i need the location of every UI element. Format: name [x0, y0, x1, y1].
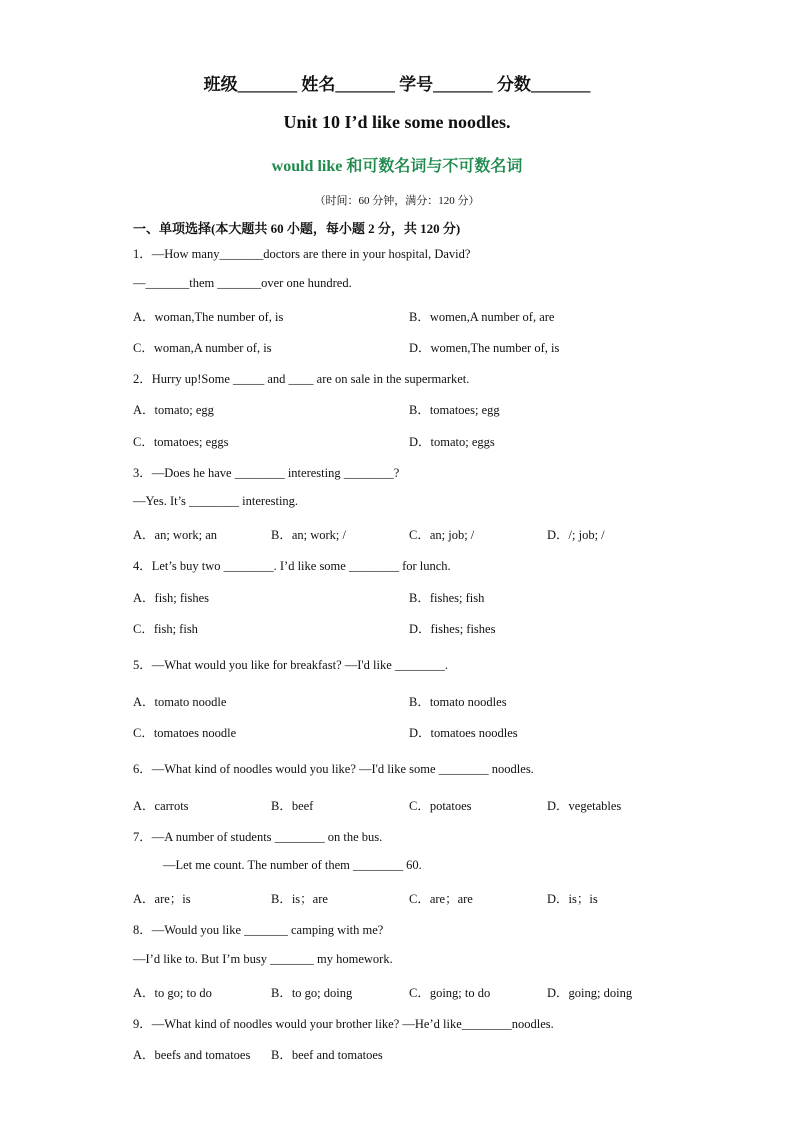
option-c: C．potatoes	[409, 799, 472, 813]
page-subtitle: would like 和可数名词与不可数名词	[271, 158, 523, 175]
question-stem: 3．—Does he have ________ interesting ________?	[133, 466, 400, 480]
option-d: D．is；is	[547, 892, 598, 906]
question-stem: —Let me count. The number of them ________ 60.	[163, 858, 422, 872]
question-stem: —_______them _______over one hundred.	[133, 276, 352, 290]
option-c: C．going; to do	[409, 986, 491, 1000]
option-b: B．beef	[271, 799, 314, 813]
option-c: C．tomatoes; eggs	[133, 435, 229, 449]
option-a: A．carrots	[133, 799, 189, 813]
question-stem: —Yes. It’s ________ interesting.	[133, 494, 299, 508]
option-a: A．tomato; egg	[133, 403, 214, 417]
option-c: C．woman,A number of, is	[133, 341, 272, 355]
question-stem: 1．—How many_______doctors are there in your hospital, David?	[133, 247, 471, 261]
time-info: （时间：60 分钟，满分：120 分）	[314, 195, 480, 207]
option-b: B．an; work; /	[271, 528, 346, 542]
option-d: D．vegetables	[547, 799, 622, 813]
question-stem: 8．—Would you like _______ camping with me?	[133, 923, 384, 937]
question-stem: 4．Let’s buy two ________. I’d like some ________ for lunch.	[133, 559, 451, 573]
student-info-line: 班级_______ 姓名_______ 学号_______ 分数_______	[203, 75, 591, 94]
option-b: B．beef and tomatoes	[271, 1048, 383, 1062]
option-d: D．going; doing	[547, 986, 633, 1000]
option-d: D．women,The number of, is	[409, 341, 560, 355]
option-a: A．are；is	[133, 892, 191, 906]
question-stem: 5．—What would you like for breakfast? —I'd like ________.	[133, 658, 449, 672]
question-stem: —I’d like to. But I’m busy _______ my homework.	[133, 952, 393, 966]
page-title: Unit 10 I’d like some noodles.	[283, 112, 511, 132]
option-c: C．an; job; /	[409, 528, 475, 542]
option-d: D．fishes; fishes	[409, 622, 496, 636]
option-d: D．tomatoes noodles	[409, 726, 518, 740]
option-a: A．fish; fishes	[133, 591, 210, 605]
option-b: B．fishes; fish	[409, 591, 485, 605]
section-heading: 一、单项选择(本大题共 60 小题，每小题 2 分，共 120 分)	[133, 221, 461, 236]
option-a: A．beefs and tomatoes	[133, 1048, 251, 1062]
question-stem: 6．—What kind of noodles would you like? —I'd like some ________ noodles.	[133, 762, 534, 776]
option-a: A．woman,The number of, is	[133, 310, 284, 324]
option-b: B．to go; doing	[271, 986, 353, 1000]
option-a: A．tomato noodle	[133, 695, 227, 709]
question-stem: 9．—What kind of noodles would your brother like? —He’d like________noodles.	[133, 1017, 554, 1031]
option-b: B．is；are	[271, 892, 328, 906]
option-c: C．fish; fish	[133, 622, 198, 636]
option-c: C．tomatoes noodle	[133, 726, 237, 740]
option-b: B．women,A number of, are	[409, 310, 555, 324]
option-b: B．tomatoes; egg	[409, 403, 500, 417]
option-a: A．an; work; an	[133, 528, 218, 542]
option-a: A．to go; to do	[133, 986, 212, 1000]
option-c: C．are；are	[409, 892, 473, 906]
option-b: B．tomato noodles	[409, 695, 507, 709]
option-d: D．tomato; eggs	[409, 435, 495, 449]
question-stem: 7．—A number of students ________ on the bus.	[133, 830, 383, 844]
option-d: D．/; job; /	[547, 528, 605, 542]
question-stem: 2．Hurry up!Some _____ and ____ are on sale in the supermarket.	[133, 372, 470, 386]
